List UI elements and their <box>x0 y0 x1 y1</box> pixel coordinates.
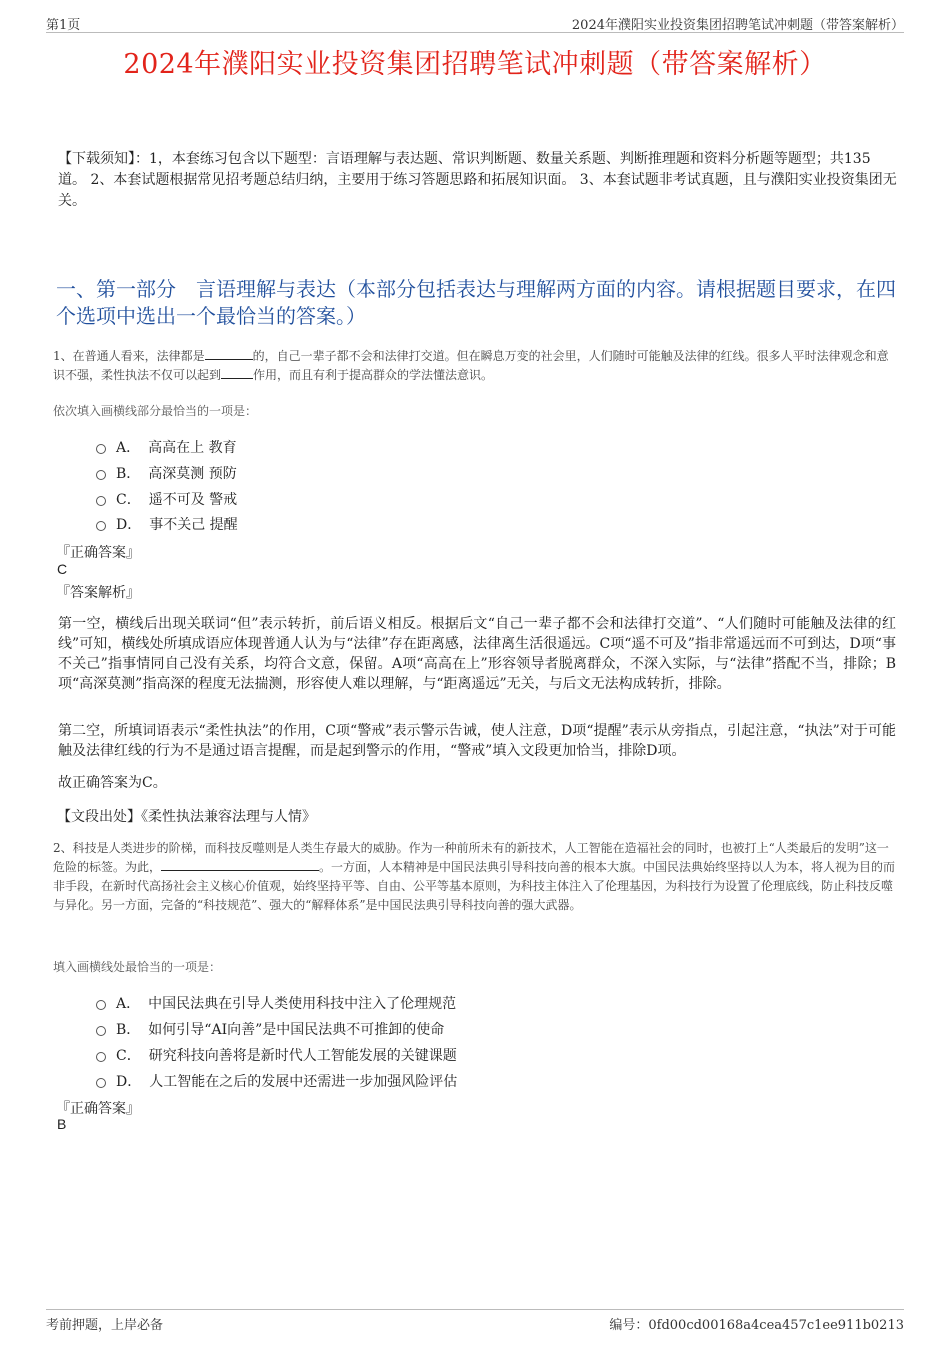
q1-stem-part: 作用，而且有利于提高群众的学法懂法意识。 <box>253 368 494 382</box>
page-number: 第1页 <box>46 18 81 33</box>
document-title: 2024年濮阳实业投资集团招聘笔试冲刺题（带答案解析） <box>123 49 827 80</box>
q1-option-d[interactable] <box>96 514 238 534</box>
question-2-stem <box>53 839 898 915</box>
q2-option-b[interactable] <box>96 1019 444 1039</box>
header-doc-title: 2024年濮阳实业投资集团招聘笔试冲刺题（带答案解析） <box>571 18 904 33</box>
q2-answer: B <box>57 1116 67 1132</box>
footer-serial: 编号：0fd00cd00168a4cea457c1ee911b0213 <box>609 1318 904 1333</box>
q1-answer-tag: 『正确答案』 <box>56 545 140 561</box>
option-letter: D． <box>116 1074 142 1090</box>
option-letter: D． <box>116 517 142 533</box>
radio-icon[interactable] <box>96 1000 106 1010</box>
q2-prompt: 填入画横线处最恰当的一项是： <box>53 960 222 974</box>
q1-option-a[interactable] <box>96 437 237 457</box>
q1-answer: C <box>57 561 68 577</box>
option-text: 中国民法典在引导人类使用科技中注入了伦理规范 <box>148 996 457 1012</box>
option-letter: C． <box>116 492 141 508</box>
option-text: 高深莫测 预防 <box>148 466 237 482</box>
fill-blank <box>161 858 319 871</box>
q2-stem-part: 2、科技是人类进步的阶梯，而科技反噬则是人类生存最大的威胁。作为一种前所未有的新技术，人工智能在造福社会的同时，也被打上“人类最后的发明”这一危险的标签。为此， <box>53 841 889 874</box>
q1-analysis-paragraph: 第二空，所填词语表示“柔性执法”的作用，C项“警戒”表示警示告诫，使人注意，D项“提醒”表示从旁指点，引起注意，“执法”对于可能触及法律红线的行为不是通过语言提醒，而是起到警示的作用，“警戒”填入文段更加恰当，排除D项。 <box>58 723 896 759</box>
q1-source: 【文段出处】《柔性执法兼容法理与人情》 <box>57 809 316 825</box>
q2-option-a[interactable] <box>96 993 456 1013</box>
option-letter: A． <box>116 440 141 456</box>
q1-analysis-paragraph: 第一空，横线后出现关联词“但”表示转折，前后语义相反。根据后文“自己一辈子都不会和法律打交道”、“人们随时可能触及法律的红线”可知，横线处所填成语应体现普通人认为与“法律”存在距离感，法律离生活很遥远。C项“遥不可及”指非常遥远而不可到达，D项“事不关己”指事情同自己没有关系，均符合文意，保留。A项“高高在上”形容领导者脱离群众，不深入实际，与“法律”搭配不当，排除；B项“高深莫测”指高深的程度无法揣测，形容使人难以理解，与“距离遥远”无关，与后文无法构成转折，排除。 <box>58 616 896 692</box>
question-1-stem <box>53 347 898 385</box>
radio-icon[interactable] <box>96 1052 106 1062</box>
radio-icon[interactable] <box>96 444 106 454</box>
radio-icon[interactable] <box>96 1078 106 1088</box>
q2-option-d[interactable] <box>96 1071 457 1091</box>
option-text: 遥不可及 警戒 <box>148 492 238 508</box>
fill-blank <box>221 366 253 379</box>
radio-icon[interactable] <box>96 496 106 506</box>
footer-slogan: 考前押题，上岸必备 <box>46 1318 164 1333</box>
option-letter: B． <box>116 1022 141 1038</box>
option-text: 事不关己 提醒 <box>149 517 238 533</box>
option-text: 高高在上 教育 <box>148 440 237 456</box>
radio-icon[interactable] <box>96 521 106 531</box>
q1-option-c[interactable] <box>96 489 237 509</box>
option-text: 研究科技向善将是新时代人工智能发展的关键课题 <box>148 1048 457 1064</box>
radio-icon[interactable] <box>96 470 106 480</box>
option-letter: B． <box>116 466 141 482</box>
q2-answer-tag: 『正确答案』 <box>56 1101 140 1117</box>
radio-icon[interactable] <box>96 1026 106 1036</box>
footer-divider <box>46 1309 904 1310</box>
fill-blank <box>205 347 253 360</box>
section-heading: 一、第一部分 言语理解与表达（本部分包括表达与理解两方面的内容。请根据题目要求，在四个选项中选出一个最恰当的答案。） <box>56 277 896 328</box>
download-notice: 【下载须知】：1，本套练习包含以下题型：言语理解与表达题、常识判断题、数量关系题、判断推理题和资料分析题等题型；共135道。 2、本套试题根据常见招考题总结归纳，主要用于练习答题思路和拓展知识面。 3、本套试题非考试真题，且与濮阳实业投资集团无关。 <box>58 151 897 209</box>
q2-option-c[interactable] <box>96 1045 457 1065</box>
option-text: 人工智能在之后的发展中还需进一步加强风险评估 <box>149 1074 458 1090</box>
q1-stem-part: 的，自己一辈子都不会和法律打交道。但在瞬息万变的社会里，人们随时可能触及法律的红线。很多人平时法律观念和意识不强，柔性执法不仅可以起到 <box>53 349 889 382</box>
q1-analysis-tag: 『答案解析』 <box>56 585 140 601</box>
q1-prompt: 依次填入画横线部分最恰当的一项是： <box>53 404 258 418</box>
page-header <box>46 12 904 33</box>
option-text: 如何引导“AI向善”是中国民法典不可推卸的使命 <box>148 1022 445 1038</box>
q2-stem-part: 。一方面，人本精神是中国民法典引导科技向善的根本大旗。中国民法典始终坚持以人为本，将人视为目的而非手段，在新时代高扬社会主义核心价值观，始终坚持平等、自由、公平等基本原则，为科技主体注入了伦理基因，为科技行为设置了伦理底线，防止科技反噬与异化。另一方面，完备的“科技规范”、强大的“解释体系”是中国民法典引导科技向善的强大武器。 <box>53 860 896 912</box>
q1-stem-part: 1、在普通人看来，法律都是 <box>53 349 205 363</box>
q1-option-b[interactable] <box>96 463 237 483</box>
q1-conclusion: 故正确答案为C。 <box>58 775 167 791</box>
option-letter: C． <box>116 1048 141 1064</box>
option-letter: A． <box>116 996 141 1012</box>
